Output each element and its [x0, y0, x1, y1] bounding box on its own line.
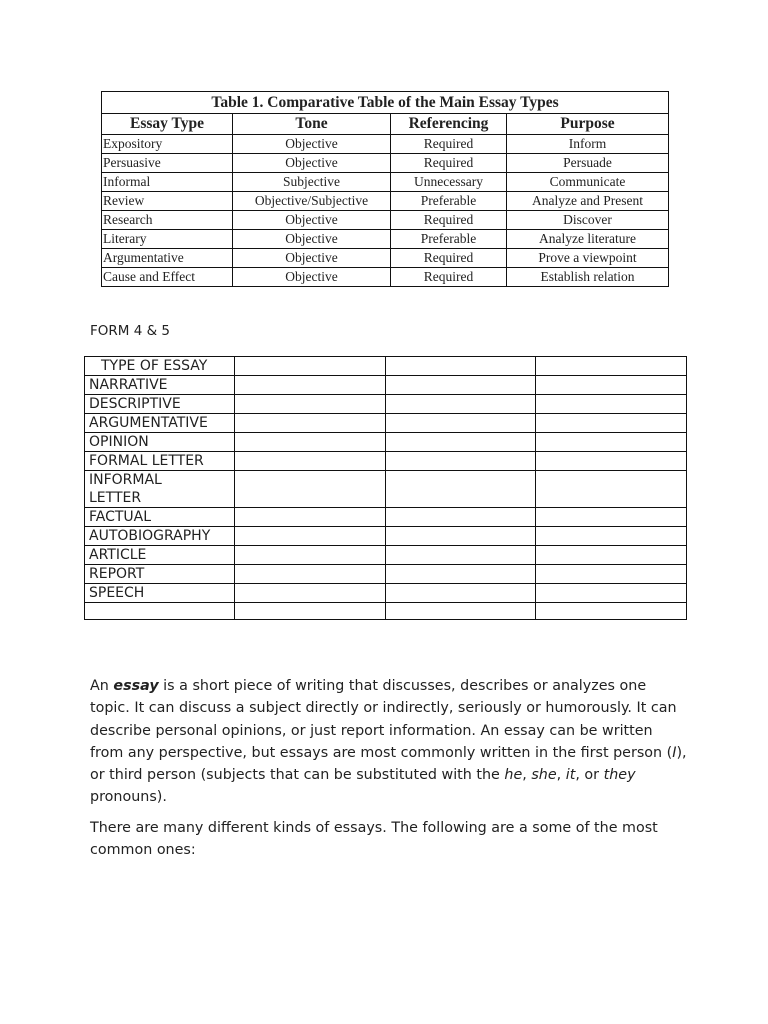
blank-cell	[536, 395, 687, 414]
paragraph-kinds-of-essays: There are many different kinds of essays. The following are a some of the most common ones:	[90, 819, 658, 859]
cell-tone: Objective	[233, 135, 391, 154]
blank-cell	[235, 546, 386, 565]
cell-referencing: Unnecessary	[391, 173, 507, 192]
blank-cell	[386, 565, 536, 584]
essay-type-cell: ARGUMENTATIVE	[85, 414, 235, 433]
blank-cell	[536, 414, 687, 433]
table-row	[102, 268, 669, 287]
table-row	[85, 376, 687, 395]
body-text	[90, 675, 690, 869]
blank-cell	[386, 433, 536, 452]
table-row	[85, 603, 687, 620]
blank-cell	[536, 527, 687, 546]
cell-tone: Objective	[233, 268, 391, 287]
blank-cell	[235, 471, 386, 508]
blank-cell	[235, 433, 386, 452]
form-label: FORM 4 & 5	[90, 323, 170, 339]
cell-referencing: Required	[391, 154, 507, 173]
blank-cell	[536, 565, 687, 584]
blank-cell	[235, 452, 386, 471]
table-row	[85, 584, 687, 603]
blank-cell	[536, 584, 687, 603]
blank-cell	[536, 508, 687, 527]
cell-referencing: Required	[391, 249, 507, 268]
essay-type-cell: DESCRIPTIVE	[85, 395, 235, 414]
cell-essay-type: Expository	[102, 135, 233, 154]
essay-type-cell: ARTICLE	[85, 546, 235, 565]
table-row	[85, 565, 687, 584]
blank-cell	[235, 376, 386, 395]
table-row	[85, 414, 687, 433]
table-row	[85, 395, 687, 414]
cell-essay-type: Informal	[102, 173, 233, 192]
cell-tone: Objective/Subjective	[233, 192, 391, 211]
table-row	[85, 508, 687, 527]
column-header-tone: Tone	[233, 114, 391, 135]
table-row	[102, 249, 669, 268]
cell-essay-type: Persuasive	[102, 154, 233, 173]
blank-cell	[386, 603, 536, 620]
essay-form-table	[84, 356, 687, 620]
cell-referencing: Required	[391, 268, 507, 287]
column-header-referencing: Referencing	[391, 114, 507, 135]
cell-essay-type: Cause and Effect	[102, 268, 233, 287]
blank-cell	[386, 452, 536, 471]
cell-purpose: Inform	[507, 135, 669, 154]
cell-tone: Subjective	[233, 173, 391, 192]
blank-cell	[386, 395, 536, 414]
blank-cell	[235, 584, 386, 603]
essay-type-cell: OPINION	[85, 433, 235, 452]
cell-tone: Objective	[233, 249, 391, 268]
cell-essay-type: Research	[102, 211, 233, 230]
blank-cell	[235, 603, 386, 620]
blank-cell	[386, 527, 536, 546]
table-row	[85, 452, 687, 471]
table-row	[102, 173, 669, 192]
cell-referencing: Required	[391, 135, 507, 154]
cell-purpose: Establish relation	[507, 268, 669, 287]
blank-cell	[235, 414, 386, 433]
blank-cell	[386, 471, 536, 508]
blank-cell	[235, 395, 386, 414]
blank-cell	[386, 584, 536, 603]
blank-cell	[536, 433, 687, 452]
table-row	[102, 211, 669, 230]
table-row	[85, 546, 687, 565]
blank-cell	[536, 452, 687, 471]
essay-type-cell: NARRATIVE	[85, 376, 235, 395]
essay-type-cell: FACTUAL	[85, 508, 235, 527]
cell-tone: Objective	[233, 154, 391, 173]
cell-referencing: Required	[391, 211, 507, 230]
table-row	[102, 192, 669, 211]
cell-purpose: Prove a viewpoint	[507, 249, 669, 268]
cell-essay-type: Literary	[102, 230, 233, 249]
blank-cell	[386, 414, 536, 433]
blank-cell	[536, 546, 687, 565]
table-row	[102, 135, 669, 154]
cell-essay-type: Argumentative	[102, 249, 233, 268]
essay-type-cell: SPEECH	[85, 584, 235, 603]
cell-purpose: Analyze and Present	[507, 192, 669, 211]
essay-type-cell: REPORT	[85, 565, 235, 584]
column-header-purpose: Purpose	[507, 114, 669, 135]
blank-cell	[235, 565, 386, 584]
blank-cell	[235, 357, 386, 376]
blank-cell	[386, 357, 536, 376]
essay-term: essay	[113, 678, 159, 694]
essay-type-cell: INFORMAL LETTER	[85, 471, 235, 508]
cell-referencing: Preferable	[391, 230, 507, 249]
table-row	[85, 357, 687, 376]
blank-cell	[536, 357, 687, 376]
blank-cell	[235, 527, 386, 546]
blank-cell	[536, 471, 687, 508]
essay-type-cell: AUTOBIOGRAPHY	[85, 527, 235, 546]
table-row	[85, 471, 687, 508]
blank-cell	[386, 508, 536, 527]
type-of-essay-header: TYPE OF ESSAY	[85, 357, 235, 376]
essay-types-table	[101, 91, 669, 287]
cell-purpose: Discover	[507, 211, 669, 230]
table-caption: Table 1. Comparative Table of the Main Essay Types	[102, 92, 669, 114]
cell-tone: Objective	[233, 230, 391, 249]
blank-cell	[536, 603, 687, 620]
essay-type-cell: FORMAL LETTER	[85, 452, 235, 471]
column-header-essay-type: Essay Type	[102, 114, 233, 135]
table-row	[102, 230, 669, 249]
blank-cell	[386, 376, 536, 395]
table-row	[102, 154, 669, 173]
blank-cell	[386, 546, 536, 565]
cell-essay-type: Review	[102, 192, 233, 211]
blank-cell	[235, 508, 386, 527]
blank-cell	[536, 376, 687, 395]
paragraph-essay-definition: An essay is a short piece of writing that discusses, describes or analyzes one topic. It can discuss a subject directly or indirectly, seriously or humorously. It can describe personal opinions, or just report information. An essay can be written from any perspective, but essays are most commonly written in the first person (I), or third person (subjects that can be substituted with the he, she, it, or they pronouns).	[90, 678, 687, 806]
essay-type-cell	[85, 603, 235, 620]
cell-purpose: Persuade	[507, 154, 669, 173]
table-row	[85, 527, 687, 546]
cell-referencing: Preferable	[391, 192, 507, 211]
cell-purpose: Analyze literature	[507, 230, 669, 249]
cell-tone: Objective	[233, 211, 391, 230]
table-row	[85, 433, 687, 452]
cell-purpose: Communicate	[507, 173, 669, 192]
